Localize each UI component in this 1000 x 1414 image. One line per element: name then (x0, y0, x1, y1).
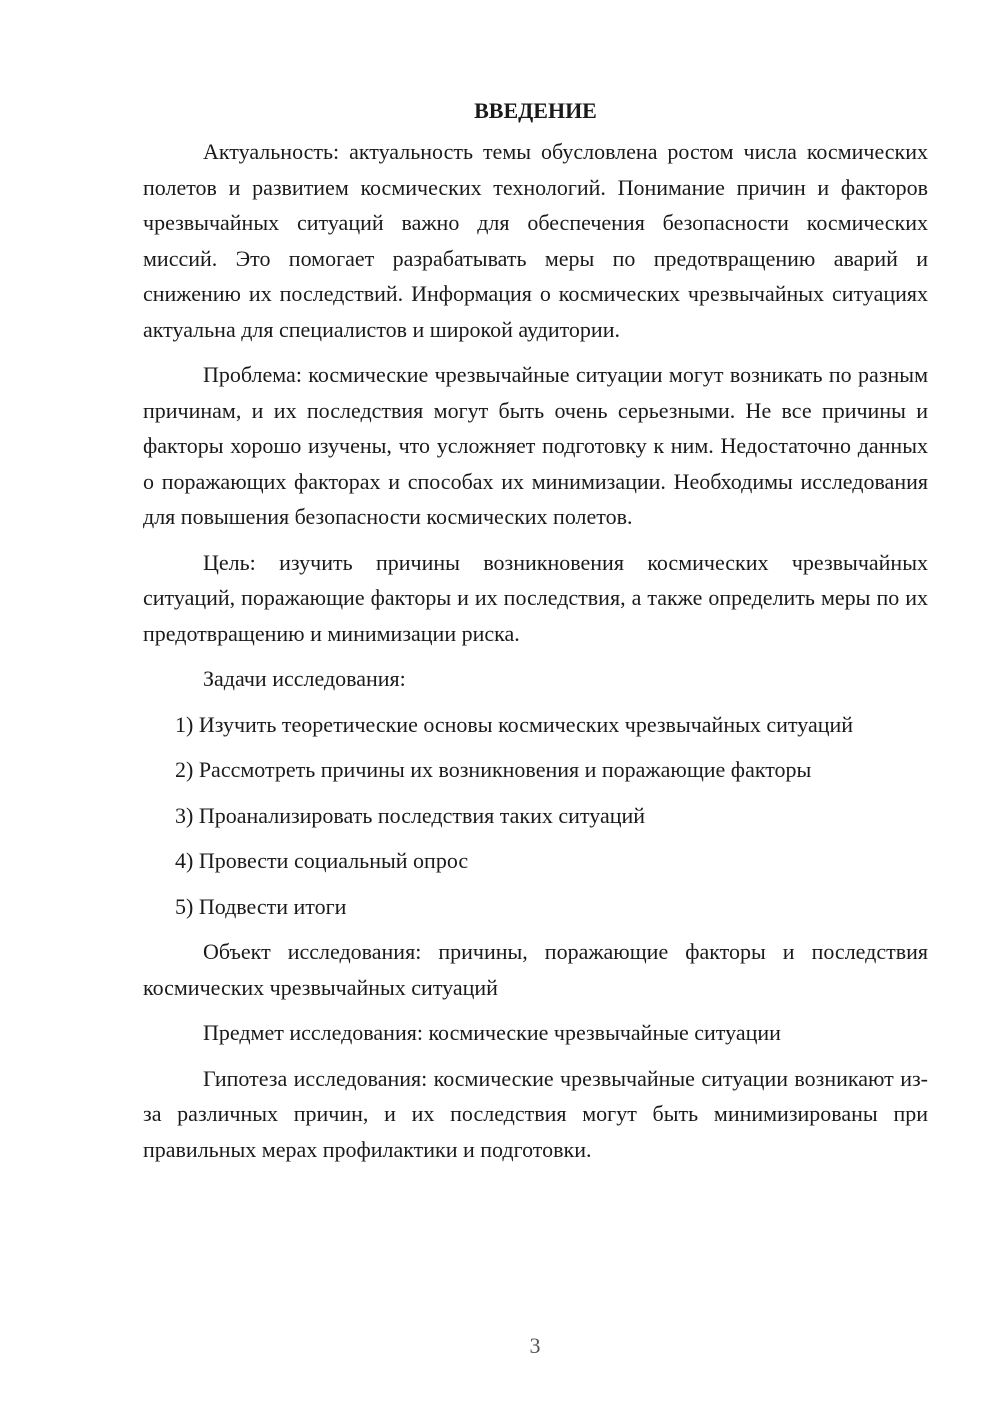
goal-paragraph: Цель: изучить причины возникновения космических чрезвычайных ситуаций, поражающие факторы и их последствия, а также определить меры по их предотвращению и минимизации риска. (143, 549, 928, 646)
subject-paragraph: Предмет исследования: космические чрезвычайные ситуации (203, 1020, 781, 1045)
section-heading: ВВЕДЕНИЕ (474, 98, 597, 123)
page-number: 3 (529, 1333, 541, 1358)
task-item-4: 4) Провести социальный опрос (175, 848, 469, 873)
problem-paragraph: Проблема: космические чрезвычайные ситуации могут возникать по разным причинам, и их последствия могут быть очень серьезными. Не все причины и факторы хорошо изучены, что усложняет подготовку к ним. Недостаточно данных о поражающих факторах и способах их минимизации. Необходимы исследования для повышения безопасности космических полетов. (143, 362, 928, 529)
hypothesis-paragraph: Гипотеза исследования: космические чрезвычайные ситуации возникают из-за различных причин, и их последствия могут быть минимизированы при правильных мерах профилактики и подготовки. (143, 1065, 928, 1162)
relevance-paragraph: Актуальность: актуальность темы обусловлена ростом числа космических полетов и развитием космических технологий. Понимание причин и факторов чрезвычайных ситуаций важно для обеспечения безопасности космических миссий. Это помогает разрабатывать меры по предотвращению аварий и снижению их последствий. Информация о космических чрезвычайных ситуациях актуальна для специалистов и широкой аудитории. (143, 139, 928, 342)
task-item-2: 2) Рассмотреть причины их возникновения и поражающие факторы (175, 757, 812, 782)
tasks-intro: Задачи исследования: (203, 666, 406, 691)
task-item-5: 5) Подвести итоги (175, 893, 347, 919)
task-item-1: 1) Изучить теоретические основы космических чрезвычайных ситуаций (175, 711, 854, 737)
object-paragraph: Объект исследования: причины, поражающие факторы и последствия космических чрезвычайных ситуаций (143, 939, 928, 1000)
document-page (143, 96, 928, 1177)
task-item-3: 3) Проанализировать последствия таких ситуаций (175, 802, 646, 828)
